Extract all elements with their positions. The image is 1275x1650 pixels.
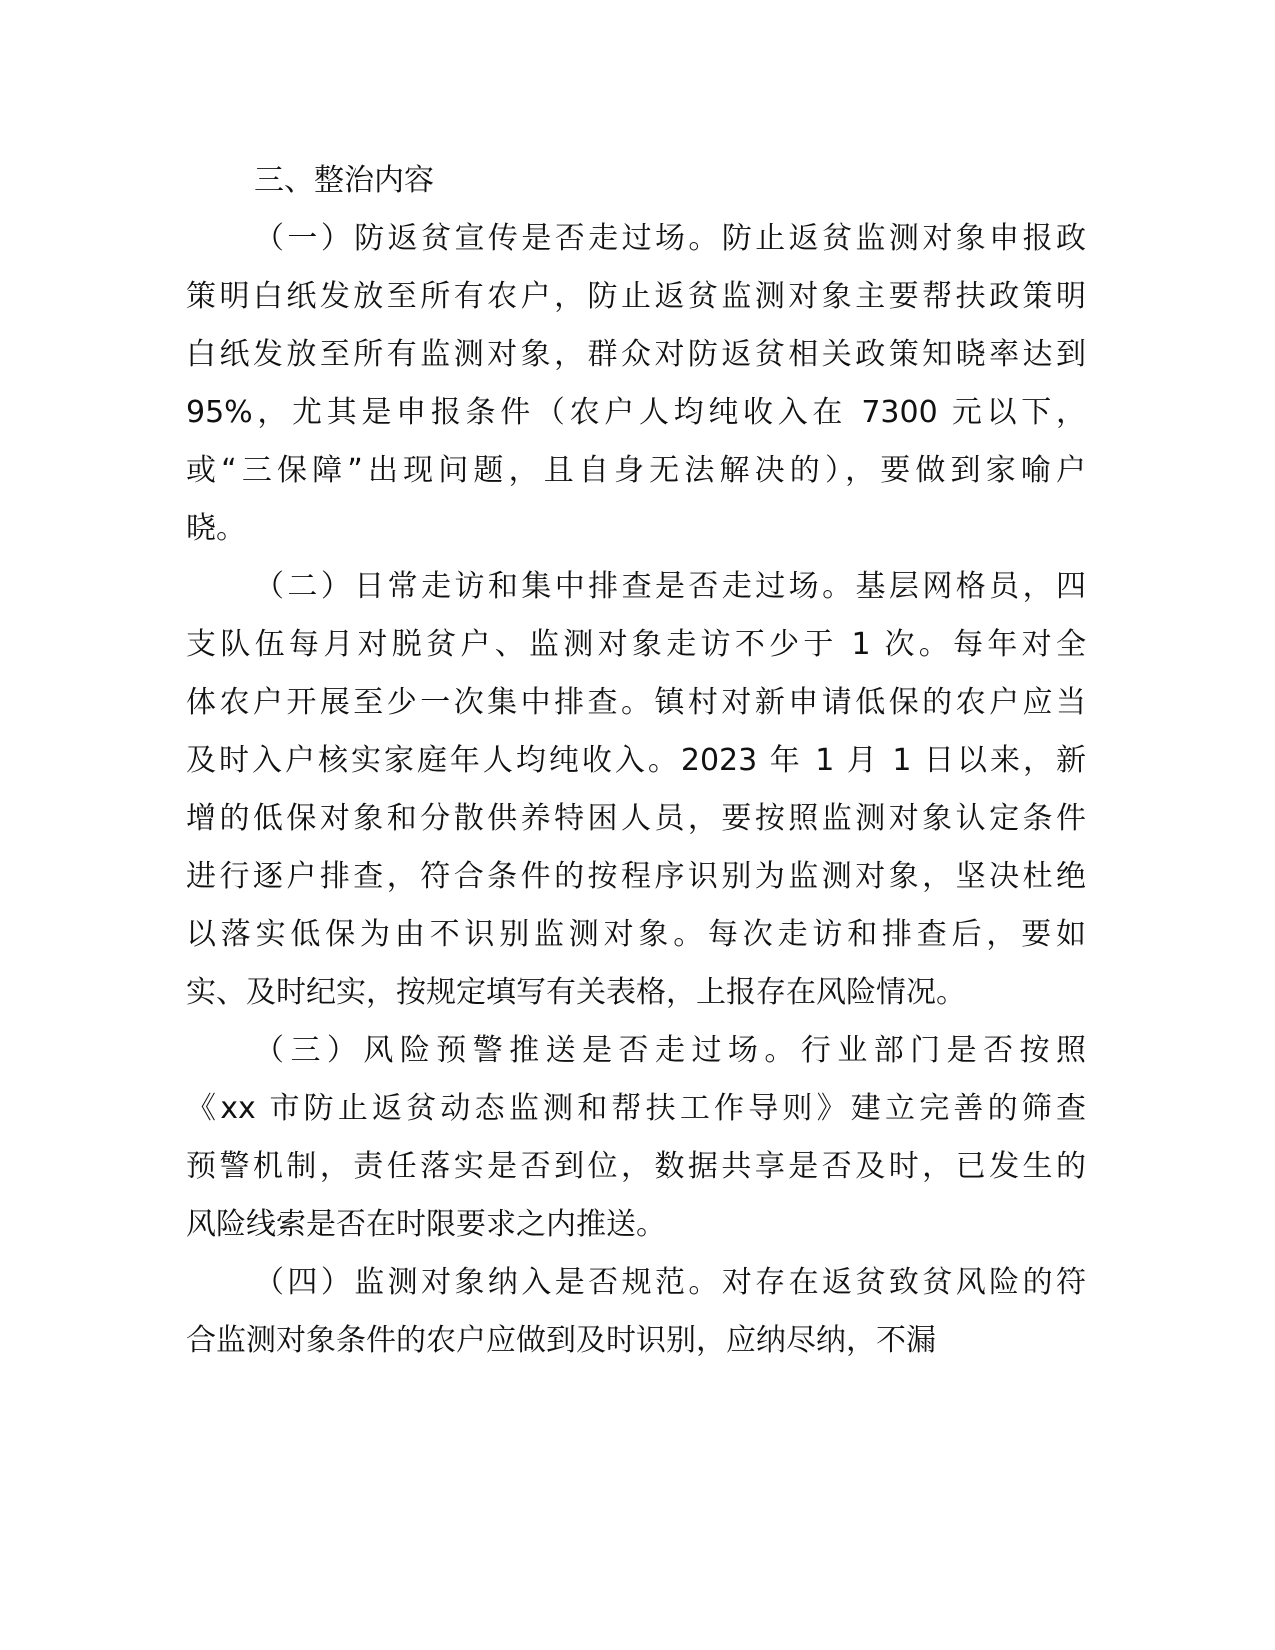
paragraph-line: （二）日常走访和集中排查是否走过场。基层网格员，四 [254,569,1086,604]
paragraph-line: （三）风险预警推送是否走过场。行业部门是否按照 [254,1033,1086,1068]
paragraph-line: 及时入户核实家庭年人均纯收入。2023 年 1 月 1 日以来，新 [186,743,1086,778]
paragraph-line: 晓。 [186,511,246,546]
paragraph-line: 合监测对象条件的农户应做到及时识别，应纳尽纳，不漏 [186,1323,936,1358]
paragraph-4 [186,1254,1086,1370]
paragraph-line: 策明白纸发放至所有农户，防止返贫监测对象主要帮扶政策明 [186,279,1086,314]
paragraph-line: 95%，尤其是申报条件（农户人均纯收入在 7300 元以下， [186,395,1086,430]
section-heading: 三、整治内容 [254,163,434,198]
paragraph-line: （四）监测对象纳入是否规范。对存在返贫致贫风险的符 [254,1265,1086,1300]
paragraph-1 [186,210,1086,558]
paragraph-line: 或“三保障”出现问题，且自身无法解决的），要做到家喻户 [186,453,1086,488]
paragraph-line: 预警机制，责任落实是否到位，数据共享是否及时，已发生的 [186,1149,1086,1184]
paragraph-line: 支队伍每月对脱贫户、监测对象走访不少于 1 次。每年对全 [186,627,1086,662]
paragraph-line: 实、及时纪实，按规定填写有关表格，上报存在风险情况。 [186,975,966,1010]
paragraph-line: 以落实低保为由不识别监测对象。每次走访和排查后，要如 [186,917,1086,952]
paragraph-line: 体农户开展至少一次集中排查。镇村对新申请低保的农户应当 [186,685,1086,720]
paragraph-line: 《xx 市防止返贫动态监测和帮扶工作导则》建立完善的筛查 [186,1091,1086,1126]
paragraph-line: 进行逐户排查，符合条件的按程序识别为监测对象，坚决杜绝 [186,859,1086,894]
paragraph-line: （一）防返贫宣传是否走过场。防止返贫监测对象申报政 [254,221,1086,256]
paragraph-2 [186,558,1086,1022]
paragraph-line: 白纸发放至所有监测对象，群众对防返贫相关政策知晓率达到 [186,337,1086,372]
paragraph-line: 增的低保对象和分散供养特困人员，要按照监测对象认定条件 [186,801,1086,836]
document-body [186,152,1086,1370]
paragraph-3 [186,1022,1086,1254]
paragraph-line: 风险线索是否在时限要求之内推送。 [186,1207,666,1242]
